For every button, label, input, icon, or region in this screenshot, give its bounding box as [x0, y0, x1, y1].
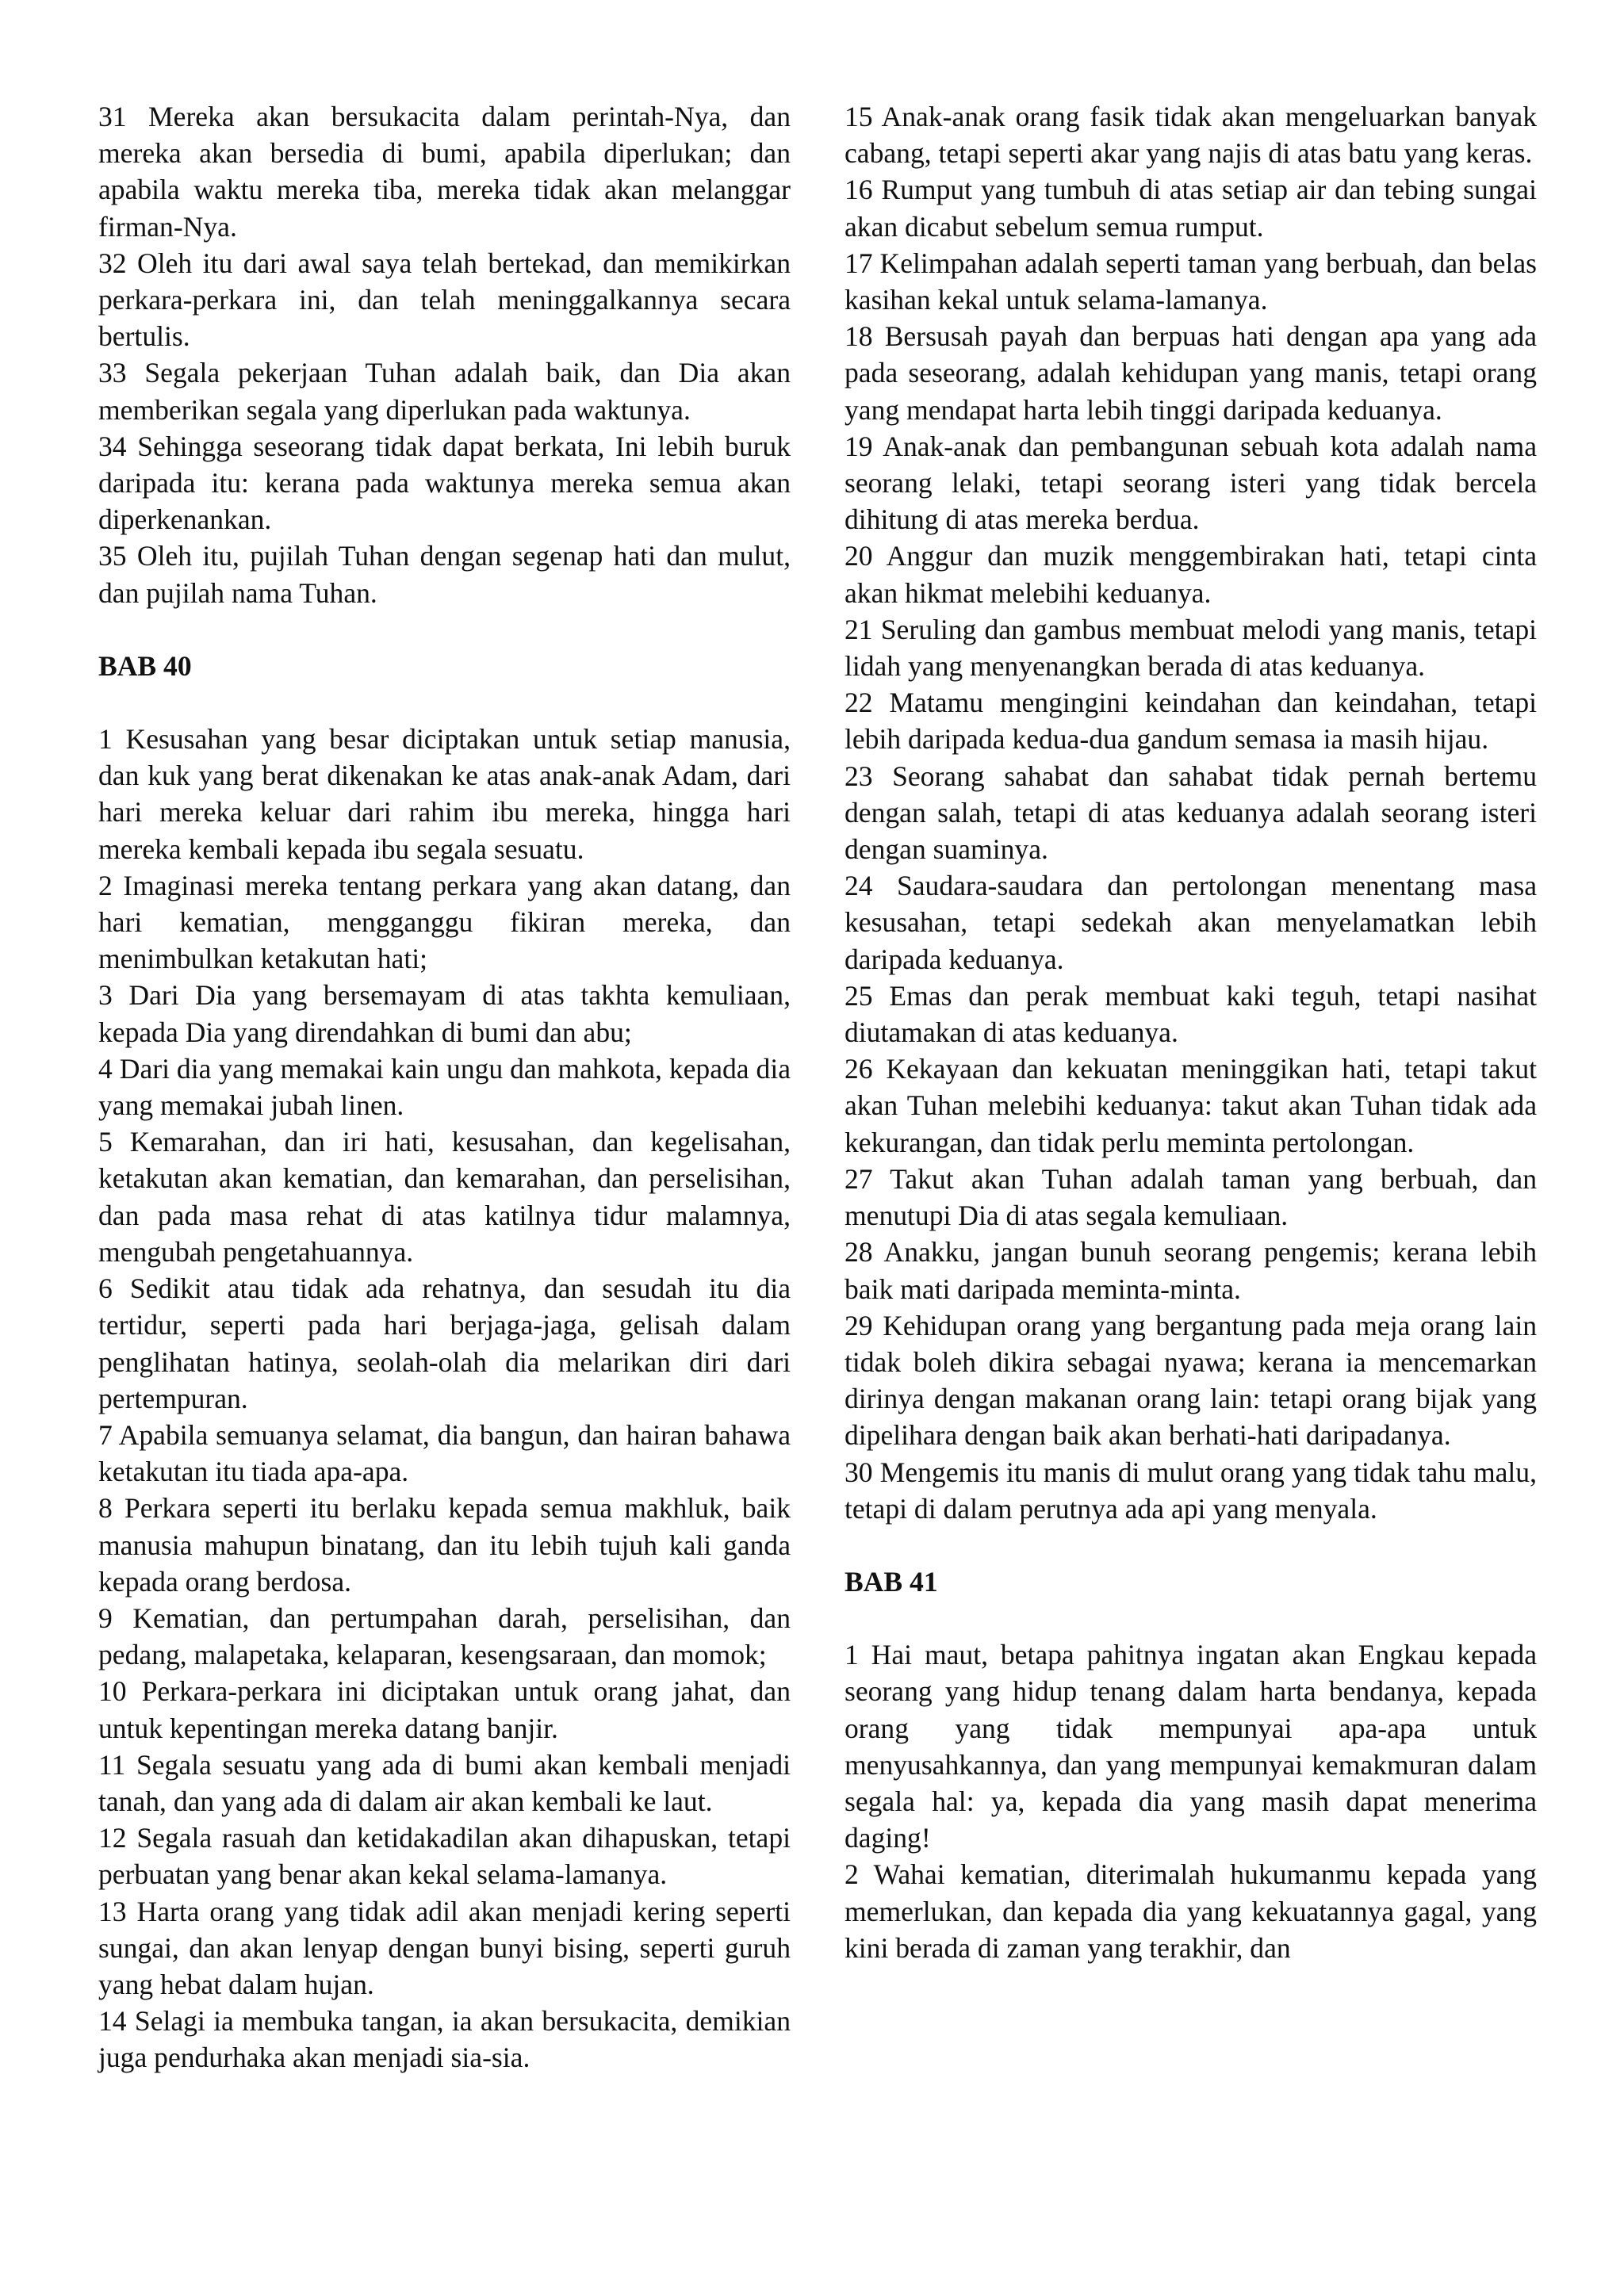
verse: 32 Oleh itu dari awal saya telah bertekad, dan memikirkan perkara-perkara ini, dan telah meninggalkannya secara bertulis. [98, 247, 791, 353]
verse: 2 Imaginasi mereka tentang perkara yang akan datang, dan hari kematian, mengganggu fikiran mereka, dan menimbulkan ketakutan hati; [98, 869, 791, 975]
verse: 21 Seruling dan gambus membuat melodi yang manis, tetapi lidah yang menyenangkan berada di atas keduanya. [845, 613, 1537, 683]
verse: 19 Anak-anak dan pembangunan sebuah kota adalah nama seorang lelaki, tetapi seorang isteri yang tidak bercela dihitung di atas mereka berdua. [845, 430, 1537, 536]
verse: 13 Harta orang yang tidak adil akan menjadi kering seperti sungai, dan akan lenyap dengan bunyi bising, seperti guruh yang hebat dalam hujan. [98, 1895, 791, 2000]
verse-group-after [98, 721, 791, 2076]
verse: 1 Hai maut, betapa pahitnya ingatan akan Engkau kepada seorang yang hidup tenang dalam harta bendanya, kepada orang yang tidak mempunyai apa-apa untuk menyusahkannya, dan yang mempunyai kemakmuran dalam segala hal: ya, kepada dia yang masih dapat menerima daging! [845, 1639, 1537, 1854]
verse: 2 Wahai kematian, diterimalah hukumanmu kepada yang memerlukan, dan kepada dia yang kekuatannya gagal, yang kini berada di zaman yang terakhir, dan [845, 1858, 1537, 1964]
verse: 4 Dari dia yang memakai kain ungu dan mahkota, kepada dia yang memakai jubah linen. [98, 1052, 791, 1122]
verse: 9 Kematian, dan pertumpahan darah, perselisihan, dan pedang, malapetaka, kelaparan, kesengsaraan, dan momok; [98, 1601, 791, 1671]
verse: 22 Matamu mengingini keindahan dan keindahan, tetapi lebih daripada kedua-dua gandum semasa ia masih hijau. [845, 687, 1537, 756]
verse: 6 Sedikit atau tidak ada rehatnya, dan sesudah itu dia tertidur, seperti pada hari berjaga-jaga, gelisah dalam penglihatan hatinya, seolah-olah dia melarikan diri dari pertempuran. [98, 1272, 791, 1414]
verse: 34 Sehingga seseorang tidak dapat berkata, Ini lebih buruk daripada itu: kerana pada waktunya mereka semua akan diperkenankan. [98, 430, 791, 536]
verse: 16 Rumput yang tumbuh di atas setiap air dan tebing sungai akan dicabut sebelum semua rumput. [845, 174, 1537, 243]
verse: 35 Oleh itu, pujilah Tuhan dengan segenap hati dan mulut, dan pujilah nama Tuhan. [98, 540, 791, 609]
verse: 17 Kelimpahan adalah seperti taman yang berbuah, dan belas kasihan kekal untuk selama-lamanya. [845, 247, 1537, 316]
verse-group-before [98, 98, 791, 611]
verse-group-before [845, 98, 1537, 1527]
verse: 8 Perkara seperti itu berlaku kepada semua makhluk, baik manusia mahupun binatang, dan itu lebih tujuh kali ganda kepada orang berdosa. [98, 1492, 791, 1598]
verse: 28 Anakku, jangan bunuh seorang pengemis; kerana lebih baik mati daripada meminta-minta. [845, 1236, 1537, 1305]
verse: 24 Saudara-saudara dan pertolongan menentang masa kesusahan, tetapi sedekah akan menyelamatkan lebih daripada keduanya. [845, 870, 1537, 975]
verse: 25 Emas dan perak membuat kaki teguh, tetapi nasihat diutamakan di atas keduanya. [845, 979, 1537, 1049]
verse: 30 Mengemis itu manis di mulut orang yang tidak tahu malu, tetapi di dalam perutnya ada api yang menyala. [845, 1456, 1537, 1525]
verse: 10 Perkara-perkara ini diciptakan untuk orang jahat, dan untuk kepentingan mereka datang banjir. [98, 1675, 791, 1744]
verse: 15 Anak-anak orang fasik tidak akan mengeluarkan banyak cabang, tetapi seperti akar yang najis di atas batu yang keras. [845, 101, 1537, 170]
right-column [845, 98, 1537, 1966]
verse: 7 Apabila semuanya selamat, dia bangun, dan hairan bahawa ketakutan itu tiada apa-apa. [98, 1418, 791, 1488]
verse: 29 Kehidupan orang yang bergantung pada meja orang lain tidak boleh dikira sebagai nyawa; kerana ia mencemarkan dirinya dengan makanan orang lain: tetapi orang bijak yang dipelihara dengan baik akan berhati-hati daripadanya. [845, 1309, 1537, 1452]
verse: 5 Kemarahan, dan iri hati, kesusahan, dan kegelisahan, ketakutan akan kematian, dan kemarahan, dan perselisihan, dan pada masa rehat di atas katilnya tidur malamnya, mengubah pengetahuannya. [98, 1126, 791, 1268]
verse: 12 Segala rasuah dan ketidakadilan akan dihapuskan, tetapi perbuatan yang benar akan kekal selama-lamanya. [98, 1822, 791, 1891]
chapter-heading: BAB 41 [845, 1565, 938, 1598]
verse: 23 Seorang sahabat dan sahabat tidak pernah bertemu dengan salah, tetapi di atas keduanya adalah seorang isteri dengan suaminya. [845, 760, 1537, 866]
verse: 14 Selagi ia membuka tangan, ia akan bersukacita, demikian juga pendurhaka akan menjadi sia-sia. [98, 2005, 791, 2074]
verse: 33 Segala pekerjaan Tuhan adalah baik, dan Dia akan memberikan segala yang diperlukan pada waktunya. [98, 357, 791, 426]
verse: 27 Takut akan Tuhan adalah taman yang berbuah, dan menutupi Dia di atas segala kemuliaan. [845, 1162, 1537, 1232]
verse-group-after [845, 1636, 1537, 1966]
verse: 26 Kekayaan dan kekuatan meninggikan hati, tetapi takut akan Tuhan melebihi keduanya: takut akan Tuhan tidak ada kekurangan, dan tidak perlu meminta pertolongan. [845, 1053, 1537, 1158]
verse: 3 Dari Dia yang bersemayam di atas takhta kemuliaan, kepada Dia yang direndahkan di bumi dan abu; [98, 979, 791, 1048]
verse: 20 Anggur dan muzik menggembirakan hati, tetapi cinta akan hikmat melebihi keduanya. [845, 540, 1537, 609]
verse: 18 Bersusah payah dan berpuas hati dengan apa yang ada pada seseorang, adalah kehidupan yang manis, tetapi orang yang mendapat harta lebih tinggi daripada keduanya. [845, 320, 1537, 426]
left-column [98, 98, 791, 2076]
verse: 31 Mereka akan bersukacita dalam perintah-Nya, dan mereka akan bersedia di bumi, apabila diperlukan; dan apabila waktu mereka tiba, mereka tidak akan melanggar firman-Nya. [98, 101, 791, 243]
verse: 1 Kesusahan yang besar diciptakan untuk setiap manusia, dan kuk yang berat dikenakan ke atas anak-anak Adam, dari hari mereka keluar dari rahim ibu mereka, hingga hari mereka kembali kepada ibu segala sesuatu. [98, 723, 791, 865]
chapter-heading: BAB 40 [98, 649, 192, 682]
verse: 11 Segala sesuatu yang ada di bumi akan kembali menjadi tanah, dan yang ada di dalam air akan kembali ke laut. [98, 1748, 791, 1817]
